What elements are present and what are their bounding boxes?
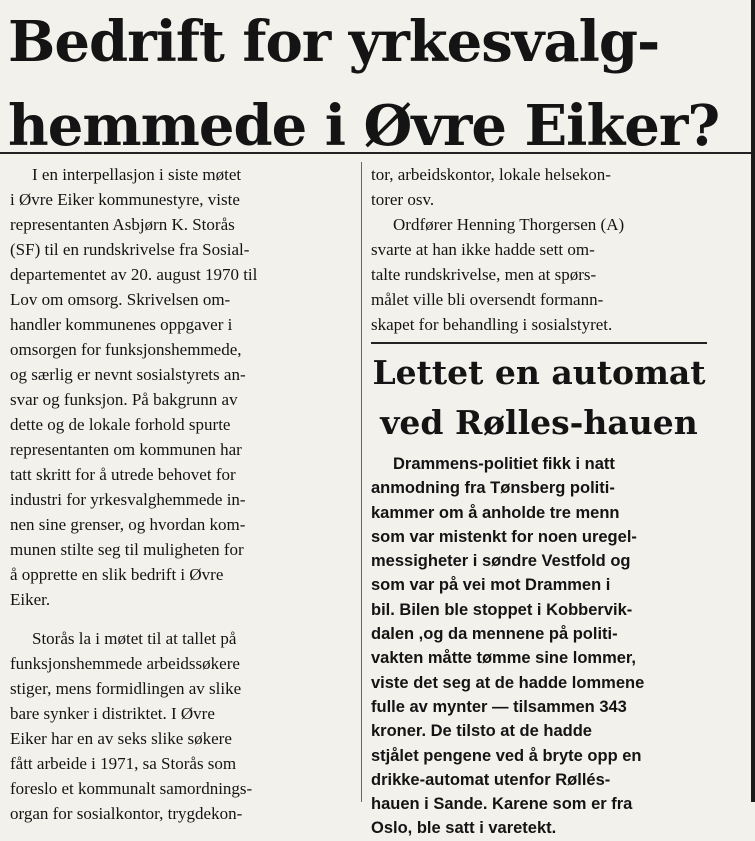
article2-headline <box>371 348 707 448</box>
article1-paragraph-2-continued <box>371 162 707 212</box>
article2-body <box>371 452 707 841</box>
text-line: handler kommunenes oppgaver i <box>10 315 233 334</box>
article-separator-rule <box>371 342 707 344</box>
scan-edge <box>751 0 755 802</box>
text-line: omsorgen for funksjonshemmede, <box>10 340 242 359</box>
column-divider <box>361 162 362 802</box>
text-line: organ for sosialkontor, trygdekon- <box>10 804 243 823</box>
text-line: og særlig er nevnt sosialstyrets an- <box>10 365 246 384</box>
headline-line-1: Bedrift for yrkesvalg- <box>8 9 660 75</box>
text-line: vakten måtte tømme sine lommer, <box>371 649 637 668</box>
text-line: viste det seg at de hadde lommene <box>371 673 645 692</box>
text-line: Eiker har en av seks slike søkere <box>10 729 232 748</box>
text-line: kroner. De tilsto at de hadde <box>371 722 592 741</box>
article1-paragraph-2 <box>10 626 353 826</box>
article1-paragraph-3 <box>371 212 707 337</box>
article2-headline-line-2: ved Rølles-hauen <box>380 403 698 442</box>
text-line: Storås la i møtet til at tallet på <box>32 629 237 648</box>
text-line: I en interpellasjon i siste møtet <box>32 165 242 184</box>
text-line: funksjonshemmede arbeidssøkere <box>10 654 240 673</box>
text-line: munen stilte seg til muligheten for <box>10 540 244 559</box>
text-line: fulle av mynter — tilsammen 343 <box>371 697 627 716</box>
text-line: industri for yrkesvalghemmede in- <box>10 490 246 509</box>
text-line: Oslo, ble satt i varetekt. <box>371 819 557 838</box>
text-line: fått arbeide i 1971, sa Storås som <box>10 754 237 773</box>
text-line: skapet for behandling i sosialstyret. <box>371 315 613 334</box>
text-line: hauen i Sande. Karene som er fra <box>371 795 633 814</box>
headline-line-2: hemmede i Øvre Eiker? <box>8 93 720 159</box>
text-line: målet ville bli oversendt formann- <box>371 290 604 309</box>
text-line: Ordfører Henning Thorgersen (A) <box>393 215 625 234</box>
text-line: messigheter i søndre Vestfold og <box>371 552 631 571</box>
text-line: tatt skritt for å utrede behovet for <box>10 465 236 484</box>
text-line: Lov om omsorg. Skrivelsen om- <box>10 290 231 309</box>
text-line: i Øvre Eiker kommunestyre, viste <box>10 190 240 209</box>
text-line: nen sine grenser, og hvordan kom- <box>10 515 246 534</box>
text-line: (SF) til en rundskrivelse fra Sosial- <box>10 240 250 259</box>
text-line: torer osv. <box>371 190 435 209</box>
text-line: talte rundskrivelse, men at spørs- <box>371 265 597 284</box>
text-line: representanten om kommunen har <box>10 440 242 459</box>
article1-left-column <box>10 162 353 826</box>
article1-right-column <box>371 162 707 337</box>
text-line: Eiker. <box>10 590 51 609</box>
text-line: Drammens-politiet fikk i natt <box>393 455 615 473</box>
text-line: svarte at han ikke hadde sett om- <box>371 240 595 259</box>
text-line: tor, arbeidskontor, lokale helsekon- <box>371 165 611 184</box>
paragraph-gap <box>10 612 353 626</box>
text-line: å opprette en slik bedrift i Øvre <box>10 565 224 584</box>
article1-paragraph-1 <box>10 162 353 612</box>
text-line: som var på vei mot Drammen i <box>371 576 611 595</box>
text-line: dalen ,og da mennene på politi- <box>371 625 618 644</box>
article2-headline-line-1: Lettet en automat <box>372 353 706 392</box>
text-line: stiger, mens formidlingen av slike <box>10 679 242 698</box>
headline-rule <box>0 152 755 154</box>
text-line: kammer om å anholde tre menn <box>371 503 620 522</box>
text-line: bil. Bilen ble stoppet i Kobbervik- <box>371 600 633 619</box>
text-line: anmodning fra Tønsberg politi- <box>371 479 615 498</box>
text-line: bare synker i distriktet. I Øvre <box>10 704 215 723</box>
text-line: representanten Asbjørn K. Storås <box>10 215 235 234</box>
headline <box>8 0 753 168</box>
text-line: dette og de lokale forhold spurte <box>10 415 231 434</box>
text-line: foreslo et kommunalt samordnings- <box>10 779 253 798</box>
text-line: som var mistenkt for noen uregel- <box>371 527 637 546</box>
text-line: stjålet pengene ved å bryte opp en <box>371 746 642 765</box>
text-line: drikke-automat utenfor Røllés- <box>371 770 611 789</box>
text-line: departementet av 20. august 1970 til <box>10 265 258 284</box>
text-line: svar og funksjon. På bakgrunn av <box>10 390 238 409</box>
